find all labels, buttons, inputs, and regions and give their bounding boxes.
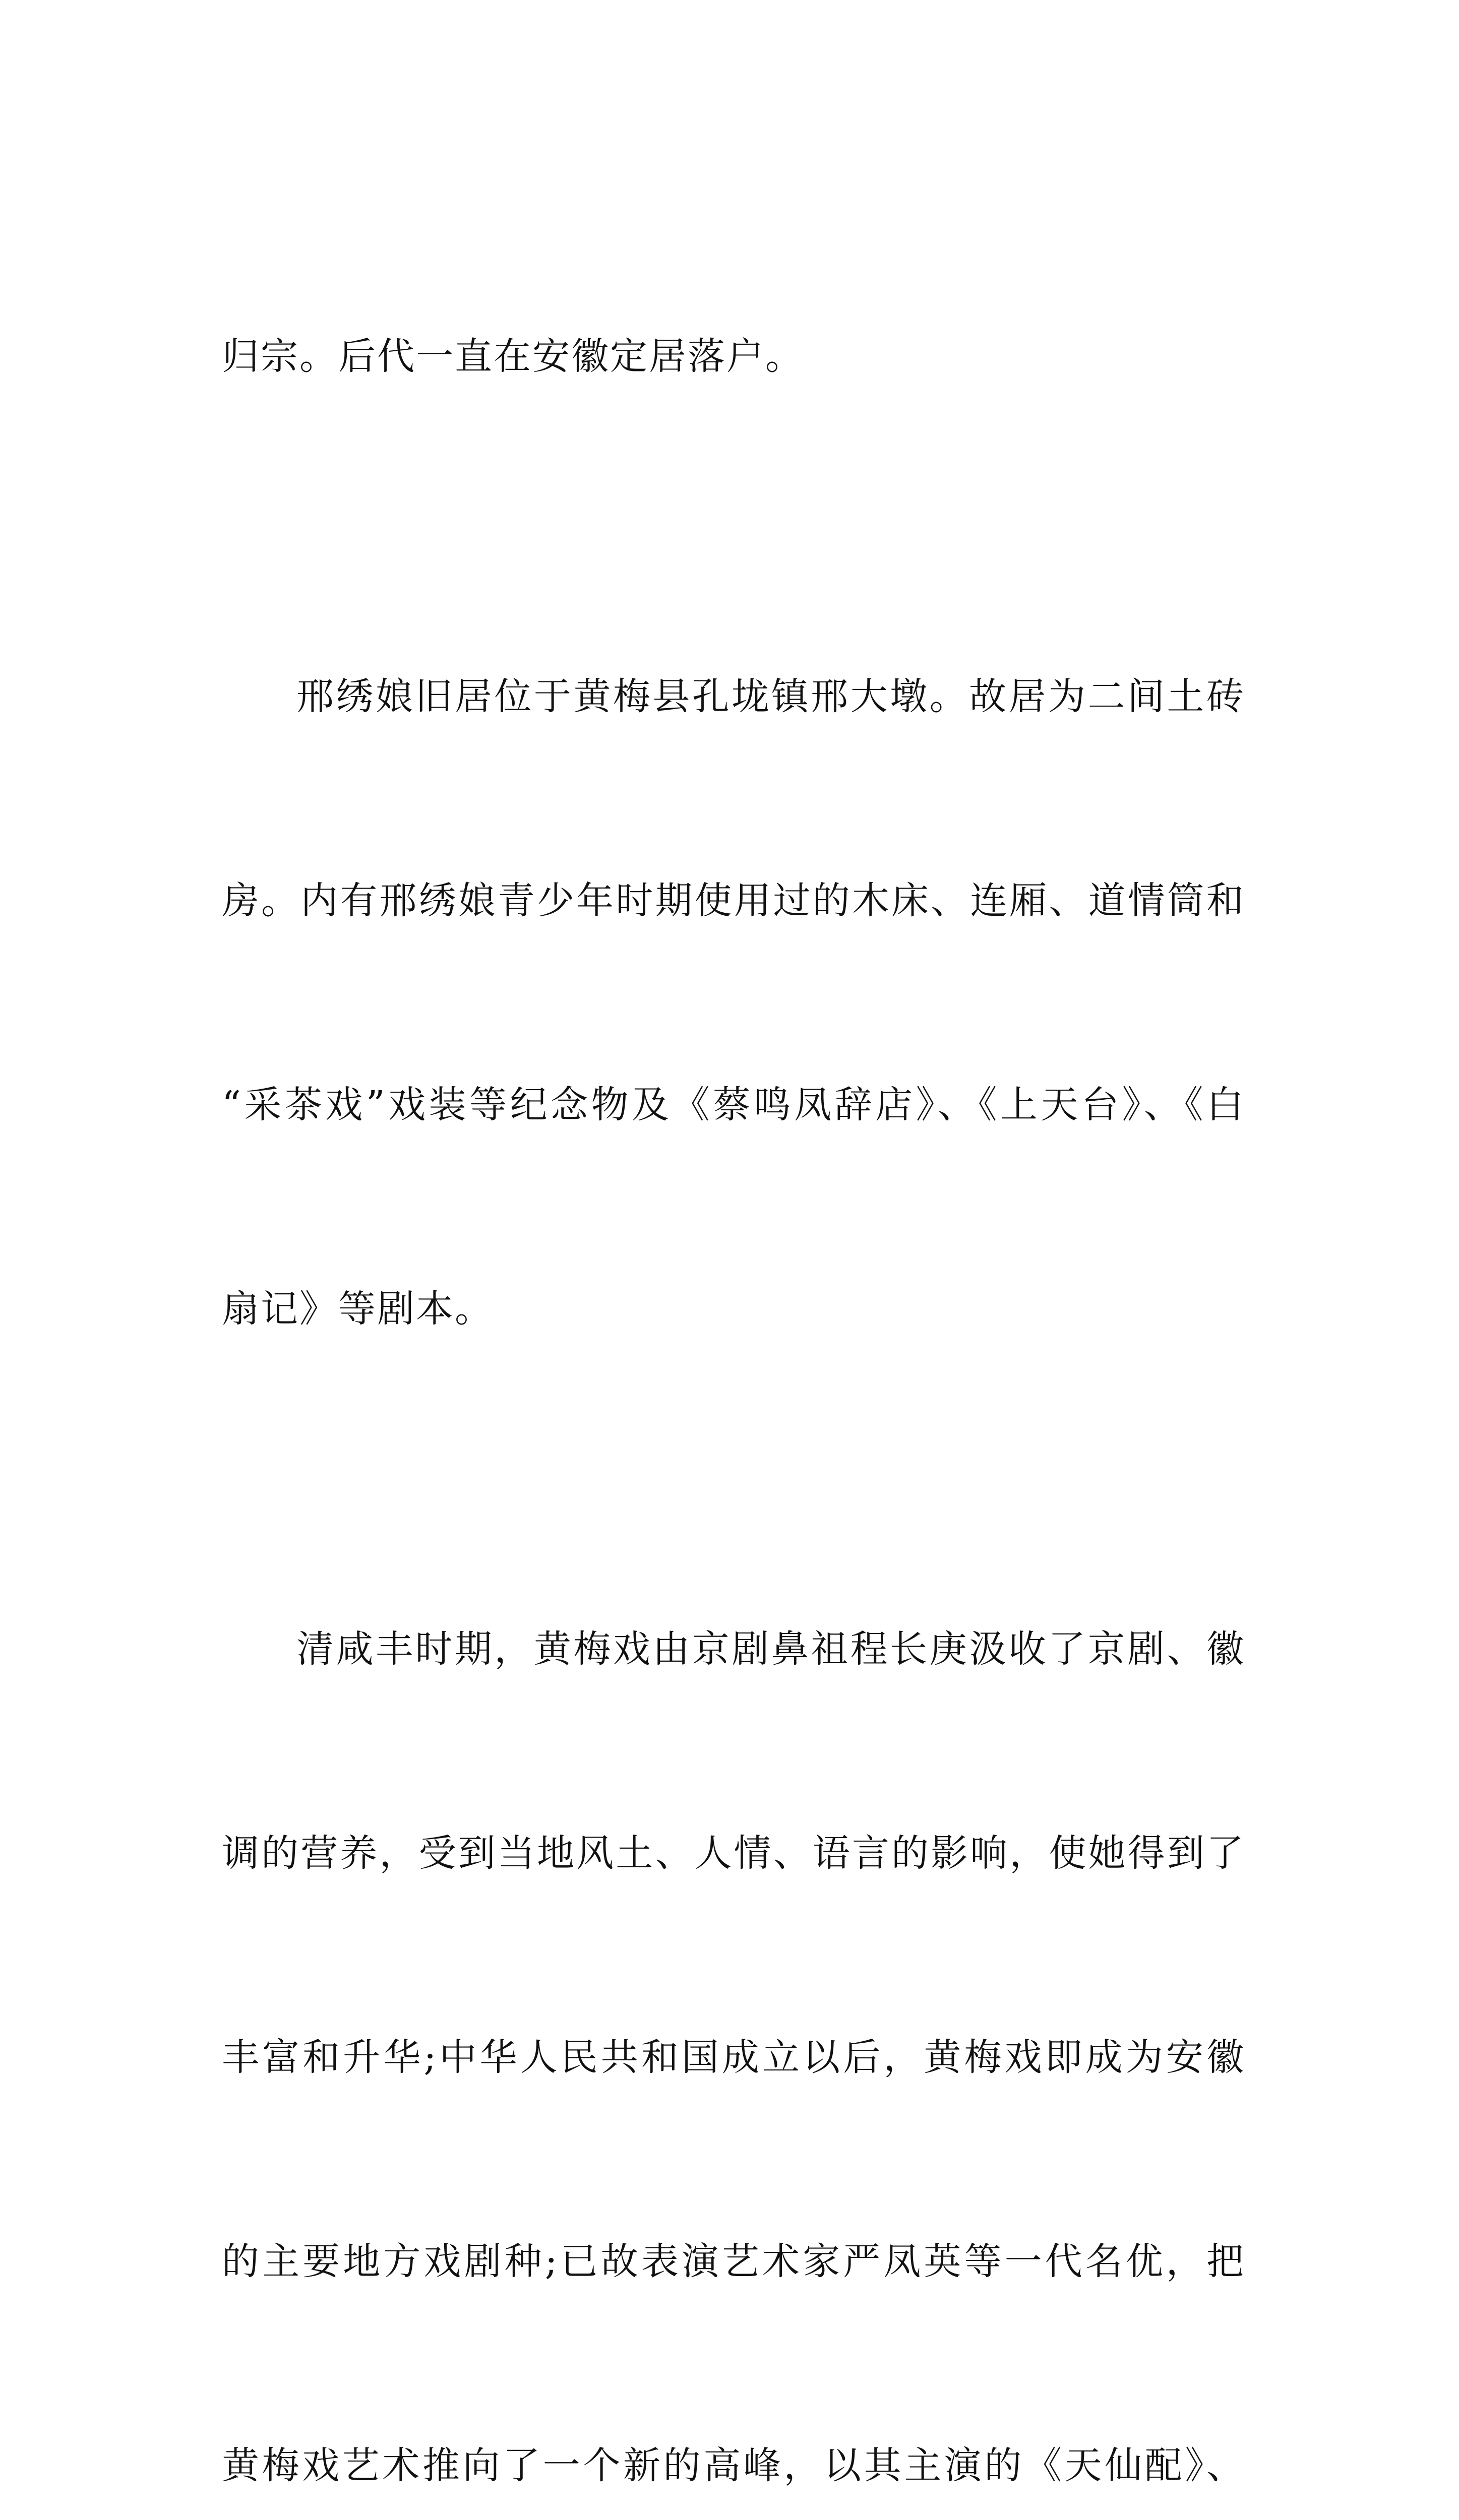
- text-line: 扇记》等剧本。: [222, 1287, 494, 1331]
- text-line: 邢绣娘旧居位于黄梅县孔垅镇邢大墩。故居为二间土砖: [296, 675, 1245, 718]
- text-line: 房。内有邢绣娘青少年时期使用过的木床、连厢、道情筒和: [222, 879, 1245, 922]
- paragraph-2: [222, 527, 1245, 1479]
- text-line: 清咸丰时期，黄梅戏由京剧鼻祖程长庚汲收了京剧、徽: [296, 1627, 1245, 1671]
- paragraph-1: [222, 186, 1245, 527]
- text-line: 归宗。后代一直在安徽定居落户。: [222, 335, 804, 378]
- body-text: [222, 186, 1245, 2520]
- text-line: “采茶戏”戏装等纪念物及《蔡鸣凤辞店》、《上天台》、《白: [222, 1083, 1245, 1126]
- text-line: 黄梅戏艺术推向了一个新的高峰，以其主演的《天仙配》、: [222, 2444, 1245, 2487]
- text-line: 调的营养，受到当地风土、人情、语言的影响，使她得到了: [222, 1832, 1245, 1875]
- paragraph-3: [222, 1479, 1245, 2520]
- text-line: 的主要地方戏剧种;已故表演艺术家严凤英等一代名优，把: [222, 2240, 1245, 2283]
- text-line: 丰富和升华;中华人民共和国成立以后，黄梅戏即成为安徽: [222, 2036, 1245, 2079]
